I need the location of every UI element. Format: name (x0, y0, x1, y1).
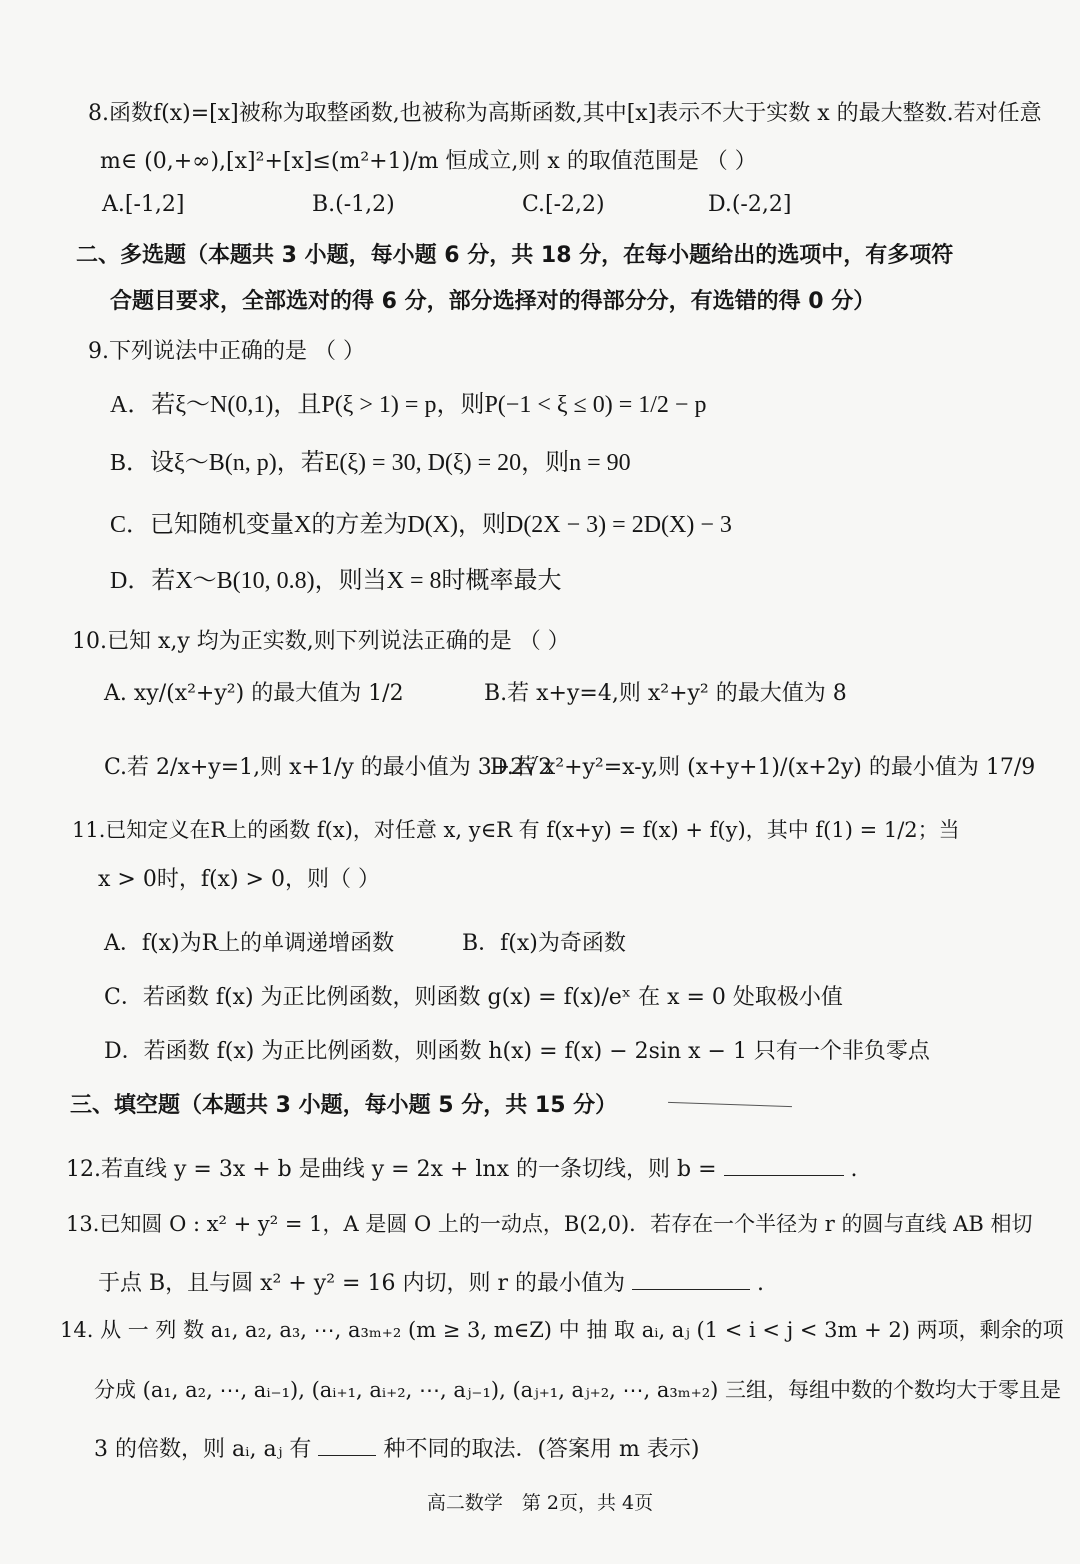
q12-text: 12.若直线 y = 3x + b 是曲线 y = 2x + lnx 的一条切线，则 b = (66, 1157, 717, 1182)
q8-option-b: B.(-1,2) (312, 192, 395, 217)
section2-heading-line1: 二、多选题（本题共 3 小题，每小题 6 分，共 18 分，在每小题给出的选项中，有多项符 (76, 243, 954, 268)
section3-heading: 三、填空题（本题共 3 小题，每小题 5 分，共 15 分） (70, 1093, 618, 1118)
q10-option-d: D.若 x²+y²=x-y,则 (x+y+1)/(x+2y) 的最小值为 17/9 (490, 755, 1036, 780)
q14-answer-blank[interactable] (318, 1454, 376, 1456)
q13-answer-blank[interactable] (632, 1288, 750, 1290)
q10-option-c: C.若 2/x+y=1,则 x+1/y 的最小值为 3+2√2 (104, 755, 553, 780)
q10-stem: 10.已知 x,y 均为正实数,则下列说法正确的是 （ ） (72, 629, 570, 654)
q10-option-a: A. xy/(x²+y²) 的最大值为 1/2 (104, 681, 404, 706)
q12-answer-blank[interactable] (724, 1174, 844, 1176)
q14-line1: 14. 从 一 列 数 a₁, a₂, a₃, ⋯, a₃ₘ₊₂ (m ≥ 3, m∈Z) 中 抽 取 aᵢ, aⱼ (1 < i < j < 3m + 2) 两项，剩余的项 (60, 1318, 1064, 1342)
q11-option-c: C．若函数 f(x) 为正比例函数，则函数 g(x) = f(x)/eˣ 在 x = 0 处取极小值 (104, 985, 843, 1010)
q13-text: 于点 B，且与圆 x² + y² = 16 内切，则 r 的最小值为 (98, 1271, 625, 1296)
q11-line1: 11.已知定义在R上的函数 f(x)，对任意 x, y∈R 有 f(x+y) = f(x) + f(y)，其中 f(1) = 1/2；当 (72, 818, 960, 842)
q11-option-a: A．f(x)为R上的单调递增函数 (104, 931, 395, 956)
q8-option-d: D.(-2,2] (708, 192, 792, 217)
stray-pen-mark (668, 1102, 792, 1107)
q9-stem: 9.下列说法中正确的是 （ ） (88, 339, 365, 364)
q8-option-a: A.[-1,2] (102, 192, 185, 217)
q8-line1: 8.函数f(x)=[x]被称为取整函数,也被称为高斯函数,其中[x]表示不大于实数 x 的最大整数.若对任意 (88, 101, 1042, 126)
q13-line1: 13.已知圆 O : x² + y² = 1，A 是圆 O 上的一动点，B(2,0)．若存在一个半径为 r 的圆与直线 AB 相切 (66, 1212, 1033, 1236)
q9-option-a: A．若ξ～N(0,1)，且P(ξ > 1) = p，则P(−1 < ξ ≤ 0) = 1/2 − p (110, 392, 707, 418)
section2-heading-line2: 合题目要求，全部选对的得 6 分，部分选择对的得部分分，有选错的得 0 分） (110, 289, 876, 314)
q14-line3 (94, 1432, 699, 1463)
q8-line2: m∈ (0,+∞),[x]²+[x]≤(m²+1)/m 恒成立,则 x 的取值范围是 （ ） (100, 149, 757, 174)
q14-line2: 分成 (a₁, a₂, ⋯, aᵢ₋₁), (aᵢ₊₁, aᵢ₊₂, ⋯, aⱼ₋₁), (aⱼ₊₁, aⱼ₊₂, ⋯, a₃ₘ₊₂) 三组，每组中数的个数均大于零且是 (94, 1378, 1062, 1402)
q10-option-b: B.若 x+y=4,则 x²+y² 的最大值为 8 (484, 681, 847, 706)
q12-period: . (850, 1157, 858, 1182)
q9-option-d: D．若X～B(10, 0.8)，则当X = 8时概率最大 (110, 568, 562, 594)
q8-option-c: C.[-2,2) (522, 192, 605, 217)
q9-option-c: C．已知随机变量X的方差为D(X)，则D(2X − 3) = 2D(X) − 3 (110, 512, 732, 538)
q9-option-b: B．设ξ～B(n, p)，若E(ξ) = 30, D(ξ) = 20，则n = 90 (110, 450, 631, 476)
q11-line2: x > 0时，f(x) > 0，则（ ） (98, 867, 380, 892)
q14-text: 3 的倍数，则 aᵢ, aⱼ 有 (94, 1437, 312, 1462)
q14-tail: 种不同的取法．(答案用 m 表示) (383, 1437, 700, 1462)
q11-option-b: B．f(x)为奇函数 (462, 931, 626, 956)
q13-period: . (756, 1271, 764, 1296)
q11-option-d: D．若函数 f(x) 为正比例函数，则函数 h(x) = f(x) − 2sin x − 1 只有一个非负零点 (104, 1039, 930, 1064)
q12-line (66, 1152, 858, 1183)
q13-line2 (98, 1266, 764, 1297)
page-footer: 高二数学 第 2页，共 4页 (426, 1492, 654, 1514)
